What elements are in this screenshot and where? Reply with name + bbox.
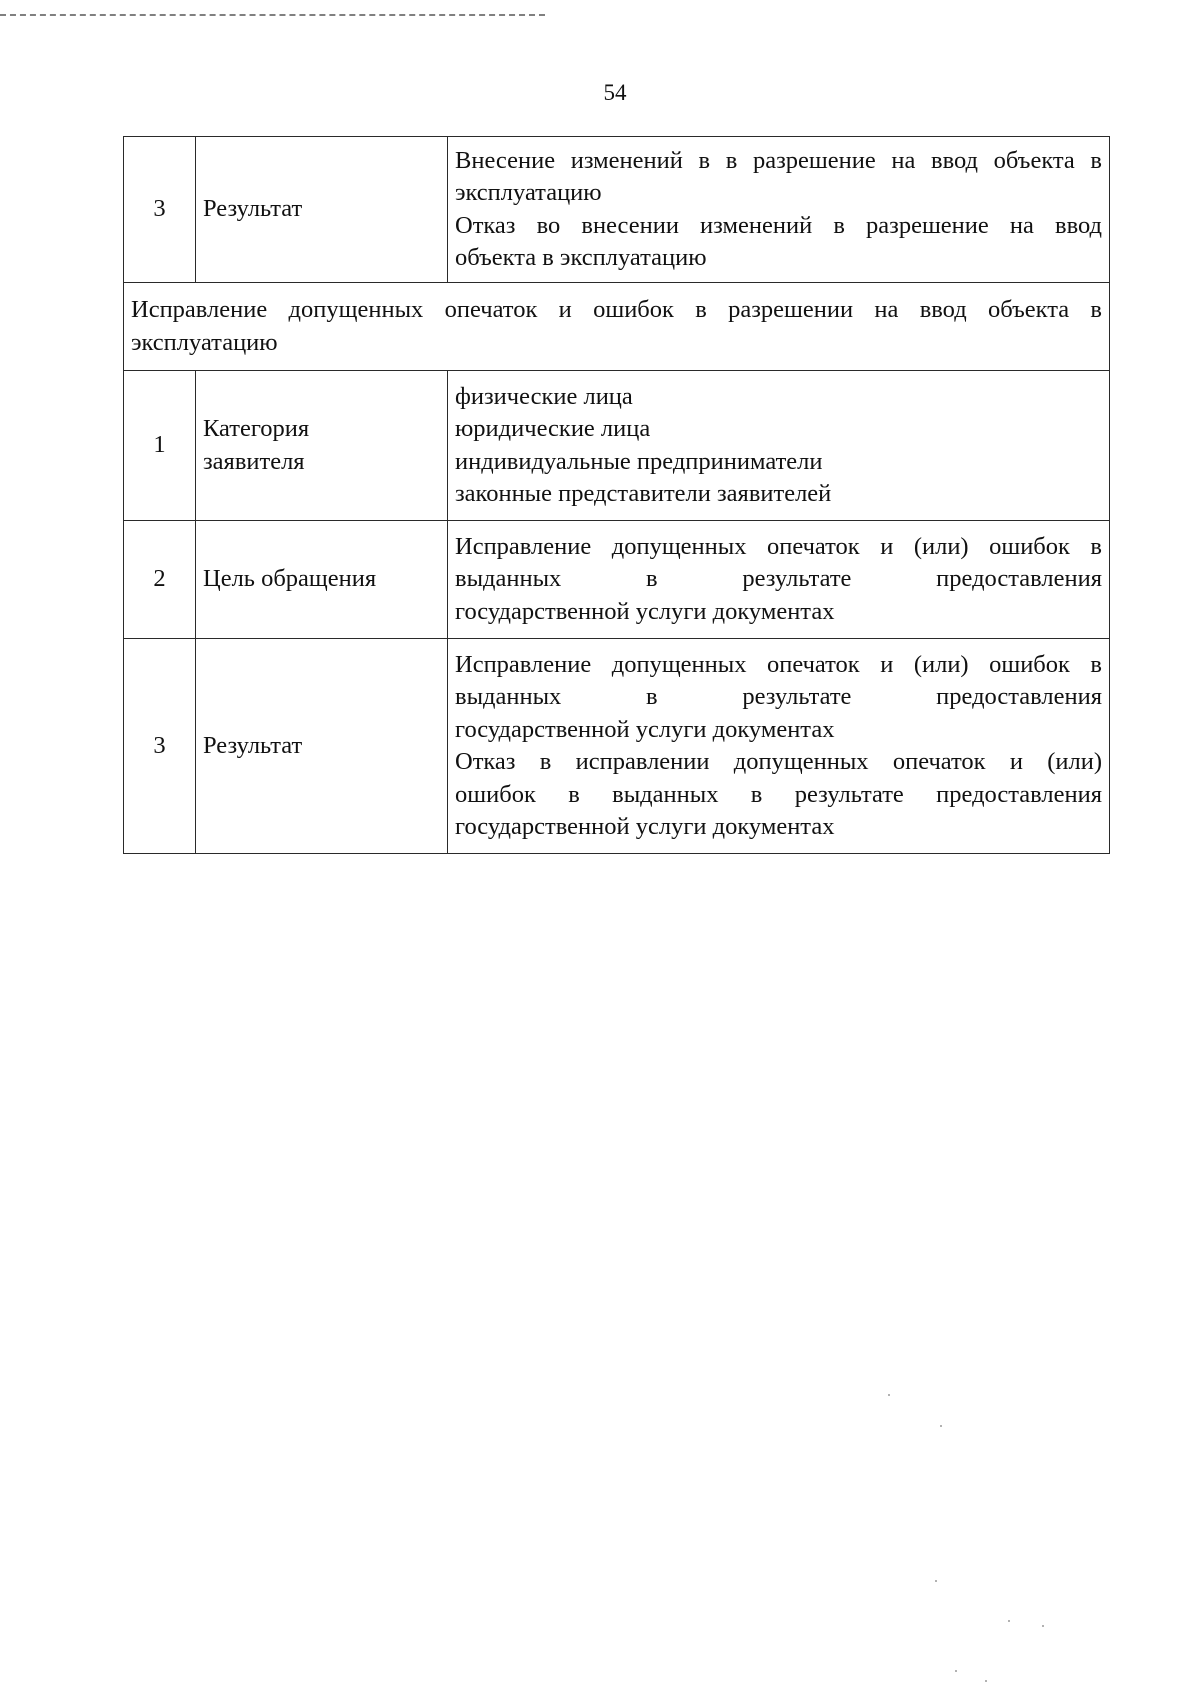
scan-artifact-line	[0, 14, 545, 16]
row-number: 1	[124, 371, 196, 521]
value-line: индивидуальные предприниматели	[455, 447, 823, 475]
value-line: Исправление допущенных опечаток и (или) ошибок в	[455, 650, 1102, 678]
row-number: 3	[124, 137, 196, 283]
row-name-line: заявителя	[203, 447, 305, 475]
row-value	[448, 639, 1110, 854]
row-name-line: Цель обращения	[203, 565, 377, 593]
scan-speck	[935, 1580, 937, 1582]
scan-speck	[888, 1394, 890, 1396]
row-value	[448, 137, 1110, 283]
page-number: 54	[603, 80, 627, 105]
row-number: 2	[124, 521, 196, 639]
row-name	[196, 521, 448, 639]
value-line: объекта в эксплуатацию	[455, 244, 707, 271]
value-line: выданных в результате предоставления	[455, 565, 1102, 593]
value-line: Внесение изменений в в разрешение на ввод объекта в	[455, 146, 1102, 174]
scan-speck	[955, 1670, 957, 1672]
section-title: Исправление допущенных опечаток и ошибок в разрешении на ввод объекта в эксплуатацию	[124, 283, 1110, 371]
row-name	[196, 639, 448, 854]
value-line: Отказ во внесении изменений в разрешение на ввод	[455, 211, 1102, 239]
row-value	[448, 371, 1110, 521]
row-name-line: Категория	[203, 415, 310, 442]
value-line: физические лица	[455, 382, 633, 410]
row-number: 3	[124, 639, 196, 854]
value-line: ошибок в выданных в результате предоставления	[455, 780, 1102, 808]
scan-speck	[1042, 1625, 1044, 1627]
scan-speck	[940, 1425, 942, 1427]
scan-speck	[1008, 1620, 1010, 1622]
scan-speck	[985, 1680, 987, 1682]
table-row	[124, 639, 1110, 854]
section-header-row	[124, 283, 1110, 371]
value-line: эксплуатацию	[455, 179, 602, 206]
value-line: государственной услуги документах	[455, 597, 835, 625]
row-name: Результат	[196, 137, 448, 283]
table-row	[124, 371, 1110, 521]
row-name	[196, 371, 448, 521]
table-row	[124, 521, 1110, 639]
row-name-line: Результат	[203, 731, 303, 759]
value-line: государственной услуги документах	[455, 715, 835, 743]
row-value	[448, 521, 1110, 639]
value-line: юридические лица	[455, 415, 651, 442]
value-line: выданных в результате предоставления	[455, 683, 1102, 710]
value-line: Исправление допущенных опечаток и (или) ошибок в	[455, 532, 1102, 560]
services-table	[123, 136, 1110, 854]
value-line: Отказ в исправлении допущенных опечаток и (или)	[455, 748, 1102, 775]
value-line: государственной услуги документах	[455, 813, 835, 840]
table-row	[124, 137, 1110, 283]
value-line: законные представители заявителей	[455, 480, 832, 507]
